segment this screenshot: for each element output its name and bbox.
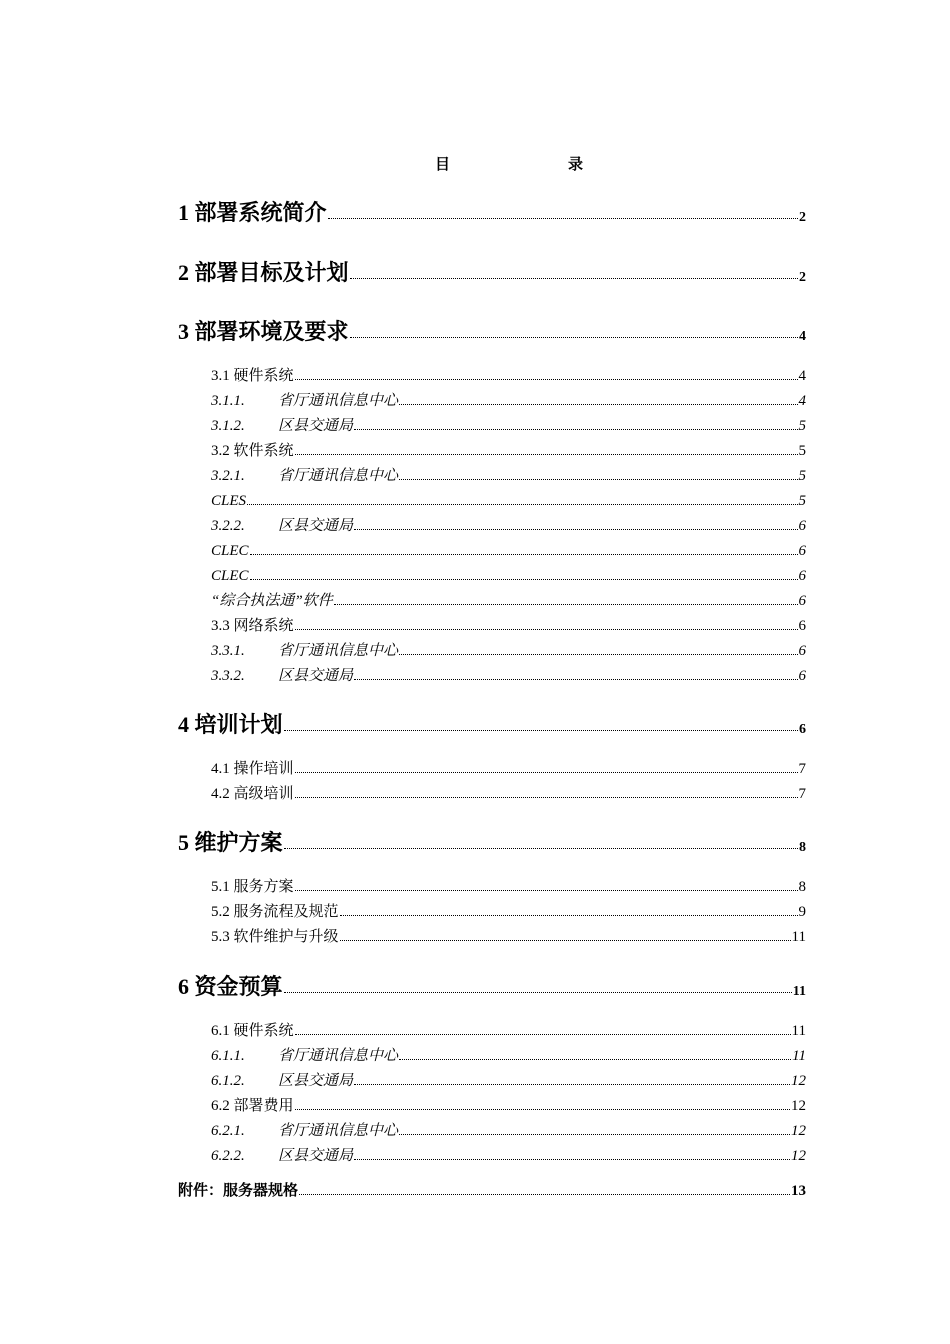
toc-entry-page-number: 5 <box>798 493 806 509</box>
dot-leader <box>295 772 798 773</box>
toc-title-char-1: 目 <box>435 157 451 173</box>
dot-leader <box>350 278 798 279</box>
dot-leader <box>340 940 791 941</box>
dot-leader <box>295 629 798 630</box>
toc-entry-page-number: 9 <box>798 904 806 920</box>
toc-entry-label <box>211 1069 353 1090</box>
dot-leader <box>399 479 797 480</box>
toc-entry-text: 6 资金预算 <box>178 974 283 999</box>
dot-leader <box>399 404 797 405</box>
toc-entry-page-number: 11 <box>791 1023 806 1039</box>
toc-entry-page-number: 12 <box>791 1098 806 1114</box>
toc-entry-label <box>211 589 333 610</box>
toc-entry-page-number: 4 <box>798 393 806 409</box>
dot-leader <box>350 337 798 338</box>
dot-leader <box>250 554 798 555</box>
toc-entry[interactable] <box>178 707 806 739</box>
toc-entry[interactable] <box>178 1178 806 1200</box>
toc-entry-page-number: 6 <box>798 543 806 559</box>
toc-entry-label <box>211 614 294 635</box>
toc-entry-number: 6.1.1. <box>211 1048 245 1064</box>
dot-leader <box>247 504 797 505</box>
toc-entry[interactable] <box>211 1118 806 1140</box>
toc-entry-text: 省厅通讯信息中心 <box>278 1048 399 1064</box>
toc-entry-text: 省厅通讯信息中心 <box>278 1123 399 1139</box>
dot-leader <box>399 654 797 655</box>
toc-entry[interactable] <box>211 874 806 896</box>
toc-entry[interactable] <box>211 413 806 435</box>
toc-entry[interactable] <box>211 781 806 803</box>
toc-entry-page-number: 6 <box>798 668 806 684</box>
dot-leader <box>354 1084 790 1085</box>
toc-entry-label <box>211 364 294 385</box>
toc-entry[interactable] <box>211 513 806 535</box>
toc-entry[interactable] <box>178 314 806 346</box>
toc-entry-number: 3.2.2. <box>211 518 245 534</box>
toc-entry[interactable] <box>178 255 806 287</box>
toc-entry-text: “综合执法通”软件 <box>211 593 333 609</box>
toc-entry[interactable] <box>211 363 806 385</box>
toc-entry[interactable] <box>178 195 806 227</box>
toc-entry-text: 3.2 软件系统 <box>211 443 294 459</box>
toc-entry-label <box>211 439 294 460</box>
toc-entry-label <box>211 1094 294 1115</box>
toc-entry[interactable] <box>211 899 806 921</box>
toc-entry[interactable] <box>211 563 806 585</box>
toc-entry-page-number: 11 <box>792 984 806 999</box>
toc-entry-text: 区县交通局 <box>278 518 354 534</box>
dot-leader <box>295 797 798 798</box>
toc-entry-text: 区县交通局 <box>278 1148 354 1164</box>
toc-entry-page-number: 7 <box>798 786 806 802</box>
toc-entry-text: 5 维护方案 <box>178 830 283 855</box>
toc-entry-page-number: 7 <box>798 761 806 777</box>
dot-leader <box>295 1034 791 1035</box>
toc-entry-text: 3.3 网络系统 <box>211 618 294 634</box>
toc-entry-label <box>211 464 398 485</box>
toc-entry-page-number: 6 <box>798 618 806 634</box>
toc-entry-text: CLEC <box>211 568 249 584</box>
toc-entry-text: 5.3 软件维护与升级 <box>211 929 339 945</box>
toc-entry-label <box>178 970 283 1001</box>
toc-entry[interactable] <box>211 588 806 610</box>
toc-entry-text: 2 部署目标及计划 <box>178 260 349 285</box>
toc-entry-label <box>211 639 398 660</box>
toc-entry[interactable] <box>211 638 806 660</box>
toc-entry-page-number: 6 <box>798 643 806 659</box>
toc-entry-label <box>178 315 349 346</box>
toc-entry-number: 6.1.2. <box>211 1073 245 1089</box>
toc-entry-label <box>178 1179 298 1200</box>
toc-entry-label <box>211 875 294 896</box>
toc-entry-label <box>211 514 353 535</box>
toc-entry-page-number: 6 <box>798 593 806 609</box>
toc-entry-text: 6.2 部署费用 <box>211 1098 294 1114</box>
dot-leader <box>250 579 798 580</box>
toc-entry-label <box>178 256 349 287</box>
toc-entry[interactable] <box>211 1043 806 1065</box>
toc-entry-label <box>211 1144 353 1165</box>
toc-entry-text: 4 培训计划 <box>178 712 283 737</box>
dot-leader <box>340 915 798 916</box>
toc-entry-label <box>211 925 339 946</box>
toc-entry-page-number: 13 <box>791 1183 806 1199</box>
dot-leader <box>284 848 798 849</box>
toc-entry-page-number: 6 <box>799 722 806 737</box>
toc-entry[interactable] <box>211 538 806 560</box>
toc-entry-text: 5.1 服务方案 <box>211 879 294 895</box>
toc-entry[interactable] <box>211 463 806 485</box>
toc-entry-number: 3.1.1. <box>211 393 245 409</box>
toc-entry-text: 区县交通局 <box>278 668 354 684</box>
toc-entry-page-number: 11 <box>791 929 806 945</box>
toc-entry-label <box>211 1119 398 1140</box>
toc-entry-label <box>178 196 327 227</box>
toc-entry-page-number: 5 <box>798 468 806 484</box>
toc-entry-text: CLEC <box>211 543 249 559</box>
toc-entry-text: 5.2 服务流程及规范 <box>211 904 339 920</box>
toc-entry-number: 3.3.2. <box>211 668 245 684</box>
toc-entry-page-number: 6 <box>798 568 806 584</box>
toc-entry-label <box>211 414 353 435</box>
toc-entry-label <box>211 757 294 778</box>
toc-entry-label <box>211 1019 294 1040</box>
toc-entry-page-number: 8 <box>799 840 806 855</box>
toc-entry-page-number: 5 <box>798 418 806 434</box>
toc-entry-page-number: 2 <box>799 210 806 225</box>
toc-entry[interactable] <box>211 438 806 460</box>
toc-entry-number: 3.3.1. <box>211 643 245 659</box>
toc-title-char-2: 录 <box>568 157 584 173</box>
dot-leader <box>284 730 798 731</box>
toc-entry-text: CLES <box>211 493 247 509</box>
toc-entry-number: 3.1.2. <box>211 418 245 434</box>
toc-entry-page-number: 12 <box>791 1073 806 1089</box>
toc-entry-number: 6.2.2. <box>211 1148 245 1164</box>
toc-entry[interactable] <box>211 388 806 410</box>
dot-leader <box>399 1134 790 1135</box>
toc-entry-label <box>211 1044 398 1065</box>
toc-entry-text: 省厅通讯信息中心 <box>278 468 399 484</box>
dot-leader <box>354 1159 790 1160</box>
toc-entry-number: 3.2.1. <box>211 468 245 484</box>
toc-entry[interactable] <box>211 756 806 778</box>
dot-leader <box>295 379 798 380</box>
toc-entry[interactable] <box>211 1068 806 1090</box>
toc-entry[interactable] <box>211 663 806 685</box>
toc-entry[interactable] <box>211 1018 806 1040</box>
dot-leader <box>354 529 797 530</box>
toc-entry-page-number: 4 <box>799 329 806 344</box>
toc-entry-text: 3.1 硬件系统 <box>211 368 294 384</box>
toc-entry-label <box>211 493 246 510</box>
toc-title <box>0 150 950 174</box>
toc-entry-number: 6.2.1. <box>211 1123 245 1139</box>
toc-entry-page-number: 4 <box>798 368 806 384</box>
toc-entry-text: 6.1 硬件系统 <box>211 1023 294 1039</box>
toc-entry-page-number: 11 <box>792 1048 806 1064</box>
toc-entry-label <box>211 543 249 560</box>
dot-leader <box>295 1109 790 1110</box>
toc-entry[interactable] <box>178 969 806 1001</box>
dot-leader <box>299 1194 790 1195</box>
dot-leader <box>284 992 792 993</box>
toc-entry-page-number: 6 <box>798 518 806 534</box>
toc-entry-label <box>211 782 294 803</box>
dot-leader <box>354 429 797 430</box>
dot-leader <box>295 890 798 891</box>
dot-leader <box>354 679 797 680</box>
toc-entry-label <box>178 708 283 739</box>
toc-entry-label <box>211 568 249 585</box>
toc-entry[interactable] <box>211 924 806 946</box>
toc-entry-page-number: 5 <box>798 443 806 459</box>
toc-entry-label <box>211 389 398 410</box>
toc-entry-label <box>211 900 339 921</box>
toc-entry-text: 1 部署系统简介 <box>178 200 327 225</box>
toc-entry-text: 4.2 高级培训 <box>211 786 294 802</box>
toc-entry-text: 3 部署环境及要求 <box>178 319 349 344</box>
toc-entry-text: 省厅通讯信息中心 <box>278 643 399 659</box>
toc-entry[interactable] <box>178 825 806 857</box>
toc-entry-label <box>178 826 283 857</box>
toc-entry-page-number: 8 <box>798 879 806 895</box>
dot-leader <box>295 454 798 455</box>
toc-entry-text: 区县交通局 <box>278 418 354 434</box>
toc-entry-page-number: 12 <box>791 1148 806 1164</box>
toc-entry[interactable] <box>211 613 806 635</box>
toc-entry[interactable] <box>211 1093 806 1115</box>
toc-entry-page-number: 2 <box>799 270 806 285</box>
toc-entry-page-number: 12 <box>791 1123 806 1139</box>
dot-leader <box>334 604 798 605</box>
toc-entry-text: 附件：服务器规格 <box>178 1183 299 1199</box>
dot-leader <box>399 1059 791 1060</box>
toc-entry-text: 省厅通讯信息中心 <box>278 393 399 409</box>
dot-leader <box>328 218 798 219</box>
toc-entry[interactable] <box>211 1143 806 1165</box>
toc-entry-text: 区县交通局 <box>278 1073 354 1089</box>
toc-entry-label <box>211 664 353 685</box>
toc-entry-text: 4.1 操作培训 <box>211 761 294 777</box>
toc-entry[interactable] <box>211 488 806 510</box>
